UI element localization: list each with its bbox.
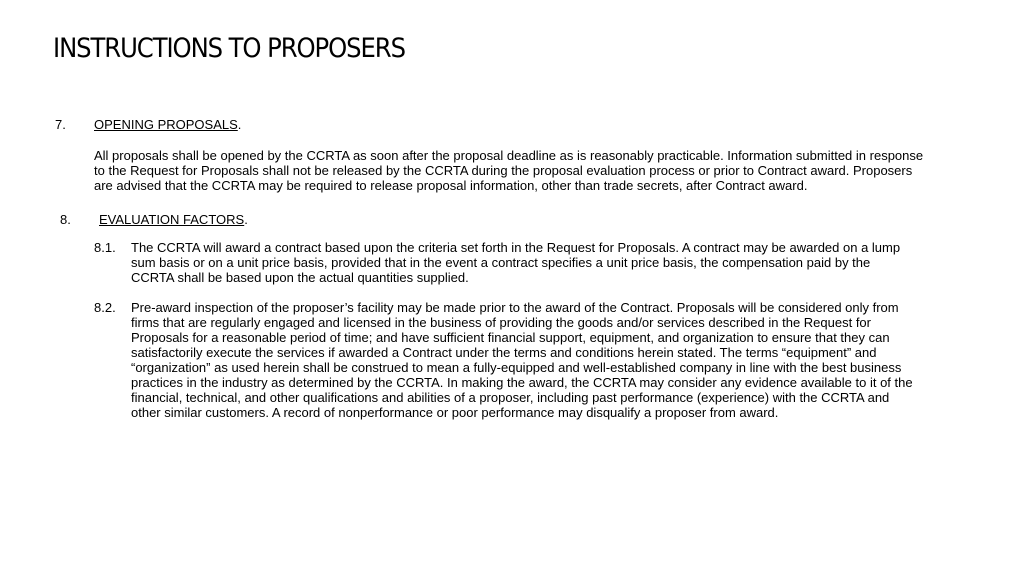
section-number: 8. xyxy=(60,212,71,227)
section-number: 7. xyxy=(55,117,66,132)
page-title: INSTRUCTIONS TO PROPOSERS xyxy=(53,33,405,64)
document-body xyxy=(55,117,935,420)
subsection-number: 8.1. xyxy=(94,240,116,255)
subsection-text: Pre-award inspection of the proposer’s facility may be made prior to the award of the Contract. Proposals will be considered only from firms that are regularly engaged and licensed in the business of providing the goods and/or services described in the Request for Proposals for a reasonable period of time; and have sufficient financial support, equipment, and organization to ensure that they can satisfactorily execute the services if awarded a Contract under the terms and conditions herein stated. The terms “equipment” and “organization” as used herein shall be construed to mean a fully-equipped and well-established company in line with the best business practices in the industry as determined by the CCRTA. In making the award, the CCRTA may consider any evidence available to it of the financial, technical, and other qualifications and abilities of a proposer, including past performance (experience) with the CCRTA and other similar customers. A record of nonperformance or poor performance may disqualify a proposer from award. xyxy=(131,300,913,420)
section-title-period: . xyxy=(244,212,248,227)
section-7-heading xyxy=(55,117,935,132)
subsection-number: 8.2. xyxy=(94,300,116,315)
section-title-period: . xyxy=(237,117,242,132)
section-paragraph: All proposals shall be opened by the CCRTA as soon after the proposal deadline as is reasonably practicable. Information submitted in response to the Request for Proposals shall not be released by the CCRTA during the proposal evaluation process or prior to Contract award. Proposers are advised that the CCRTA may be required to release proposal information, other than trade secrets, after Contract award. xyxy=(94,148,924,193)
subsection-8-1 xyxy=(94,240,916,285)
subsection-8-2 xyxy=(94,300,916,420)
section-title: EVALUATION FACTORS xyxy=(99,212,245,227)
section-title: OPENING PROPOSALS xyxy=(94,117,238,132)
section-8-heading xyxy=(60,212,935,227)
subsection-text: The CCRTA will award a contract based upon the criteria set forth in the Request for Proposals. A contract may be awarded on a lump sum basis or on a unit price basis, provided that in the event a contract specifies a unit price basis, the compensation paid by the CCRTA shall be based upon the actual quantities supplied. xyxy=(131,240,901,285)
